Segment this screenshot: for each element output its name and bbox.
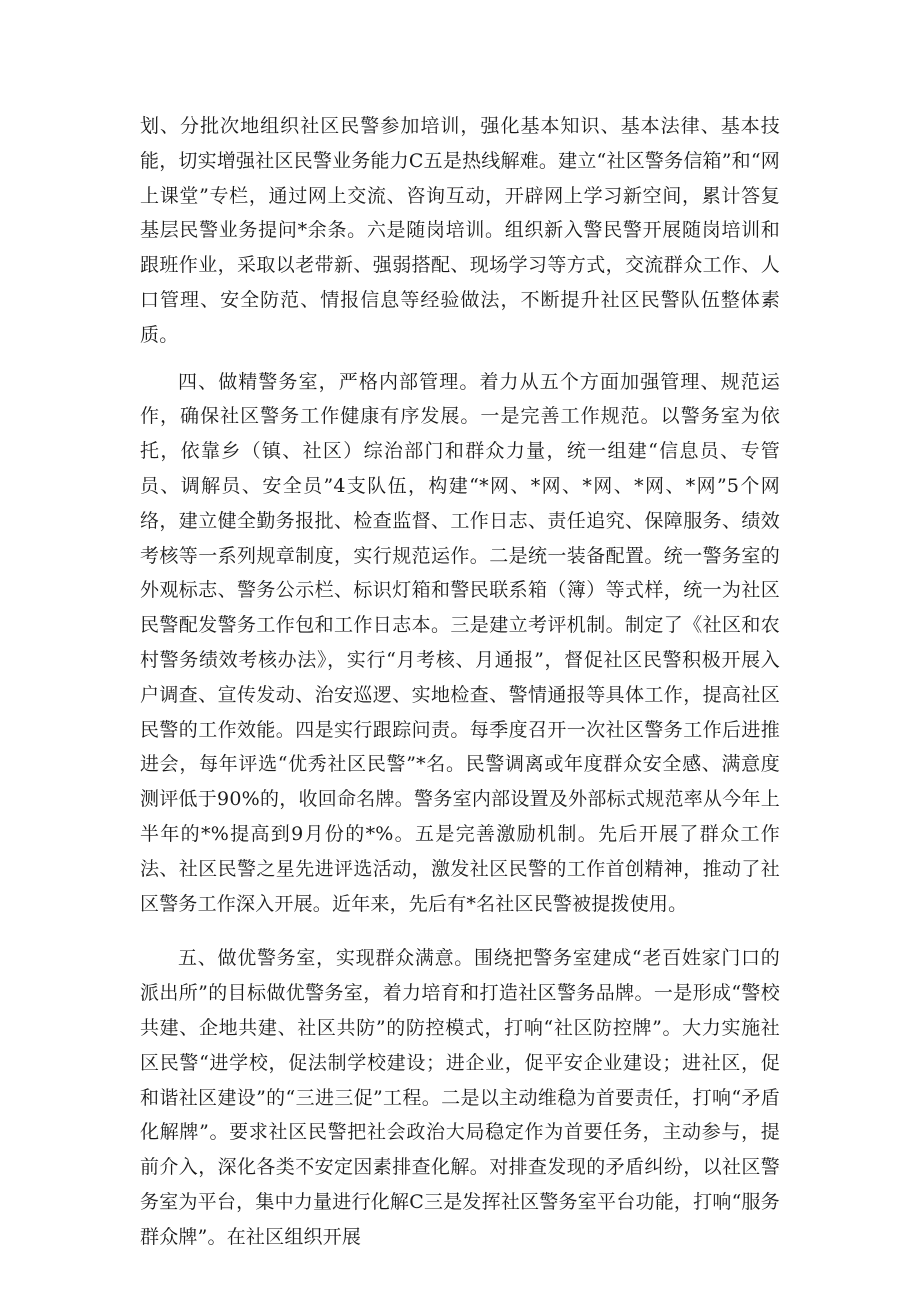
document-body — [140, 109, 780, 1255]
paragraph-training-continued: 划、分批次地组织社区民警参加培训，强化基本知识、基本法律、基本技能，切实增强社区民警业务能力C五是热线解难。建立“社区警务信箱”和“网上课堂”专栏，通过网上交流、咨询互动，开辟网上学习新空间，累计答复基层民警业务提问*余条。六是随岗培训。组织新入警民警开展随岗培训和跟班作业，采取以老带新、强弱搭配、现场学习等方式，交流群众工作、人口管理、安全防范、情报信息等经验做法，不断提升社区民警队伍整体素质。 — [140, 115, 780, 346]
paragraph-section-five: 五、做优警务室，实现群众满意。围绕把警务室建成“老百姓家门口的派出所”的目标做优警务室，着力培育和打造社区警务品牌。一是形成“警校共建、企地共建、社区共防”的防控模式，打响“社区防控牌”。大力实施社区民警“进学校，促法制学校建设；进企业，促平安企业建设；进社区，促和谐社区建设”的“三进三促”工程。二是以主动维稳为首要责任，打响“矛盾化解牌”。要求社区民警把社会政治大局稳定作为首要任务，主动参与，提前介入，深化各类不安定因素排查化解。对排查发现的矛盾纠纷，以社区警务室为平台，集中力量进行化解C三是发挥社区警务室平台功能，打响“服务群众牌”。在社区组织开展 — [140, 947, 780, 1248]
paragraph-section-four: 四、做精警务室，严格内部管理。着力从五个方面加强管理、规范运作，确保社区警务工作健康有序发展。一是完善工作规范。以警务室为依托，依靠乡（镇、社区）综治部门和群众力量，统一组建“信息员、专管员、调解员、安全员”4支队伍，构建“*网、*网、*网、*网、*网”5个网络，建立健全勤务报批、检查监督、工作日志、责任追究、保障服务、绩效考核等一系列规章制度，实行规范运作。二是统一装备配置。统一警务室的外观标志、警务公示栏、标识灯箱和警民联系箱（簿）等式样，统一为社区民警配发警务工作包和工作日志本。三是建立考评机制。制定了《社区和农村警务绩效考核办法》，实行“月考核、月通报”，督促社区民警积极开展入户调查、宣传发动、治安巡逻、实地检查、警情通报等具体工作，提高社区民警的工作效能。四是实行跟踪问责。每季度召开一次社区警务工作后进推进会，每年评选“优秀社区民警”*名。民警调离或年度群众安全感、满意度测评低于90%的，收回命名牌。警务室内部设置及外部标式规范率从今年上半年的*%提高到9月份的*%。五是完善激励机制。先后开展了群众工作法、社区民警之星先进评选活动，激发社区民警的工作首创精神，推动了社区警务工作深入开展。近年来，先后有*名社区民警被提拨使用。 — [140, 370, 780, 915]
